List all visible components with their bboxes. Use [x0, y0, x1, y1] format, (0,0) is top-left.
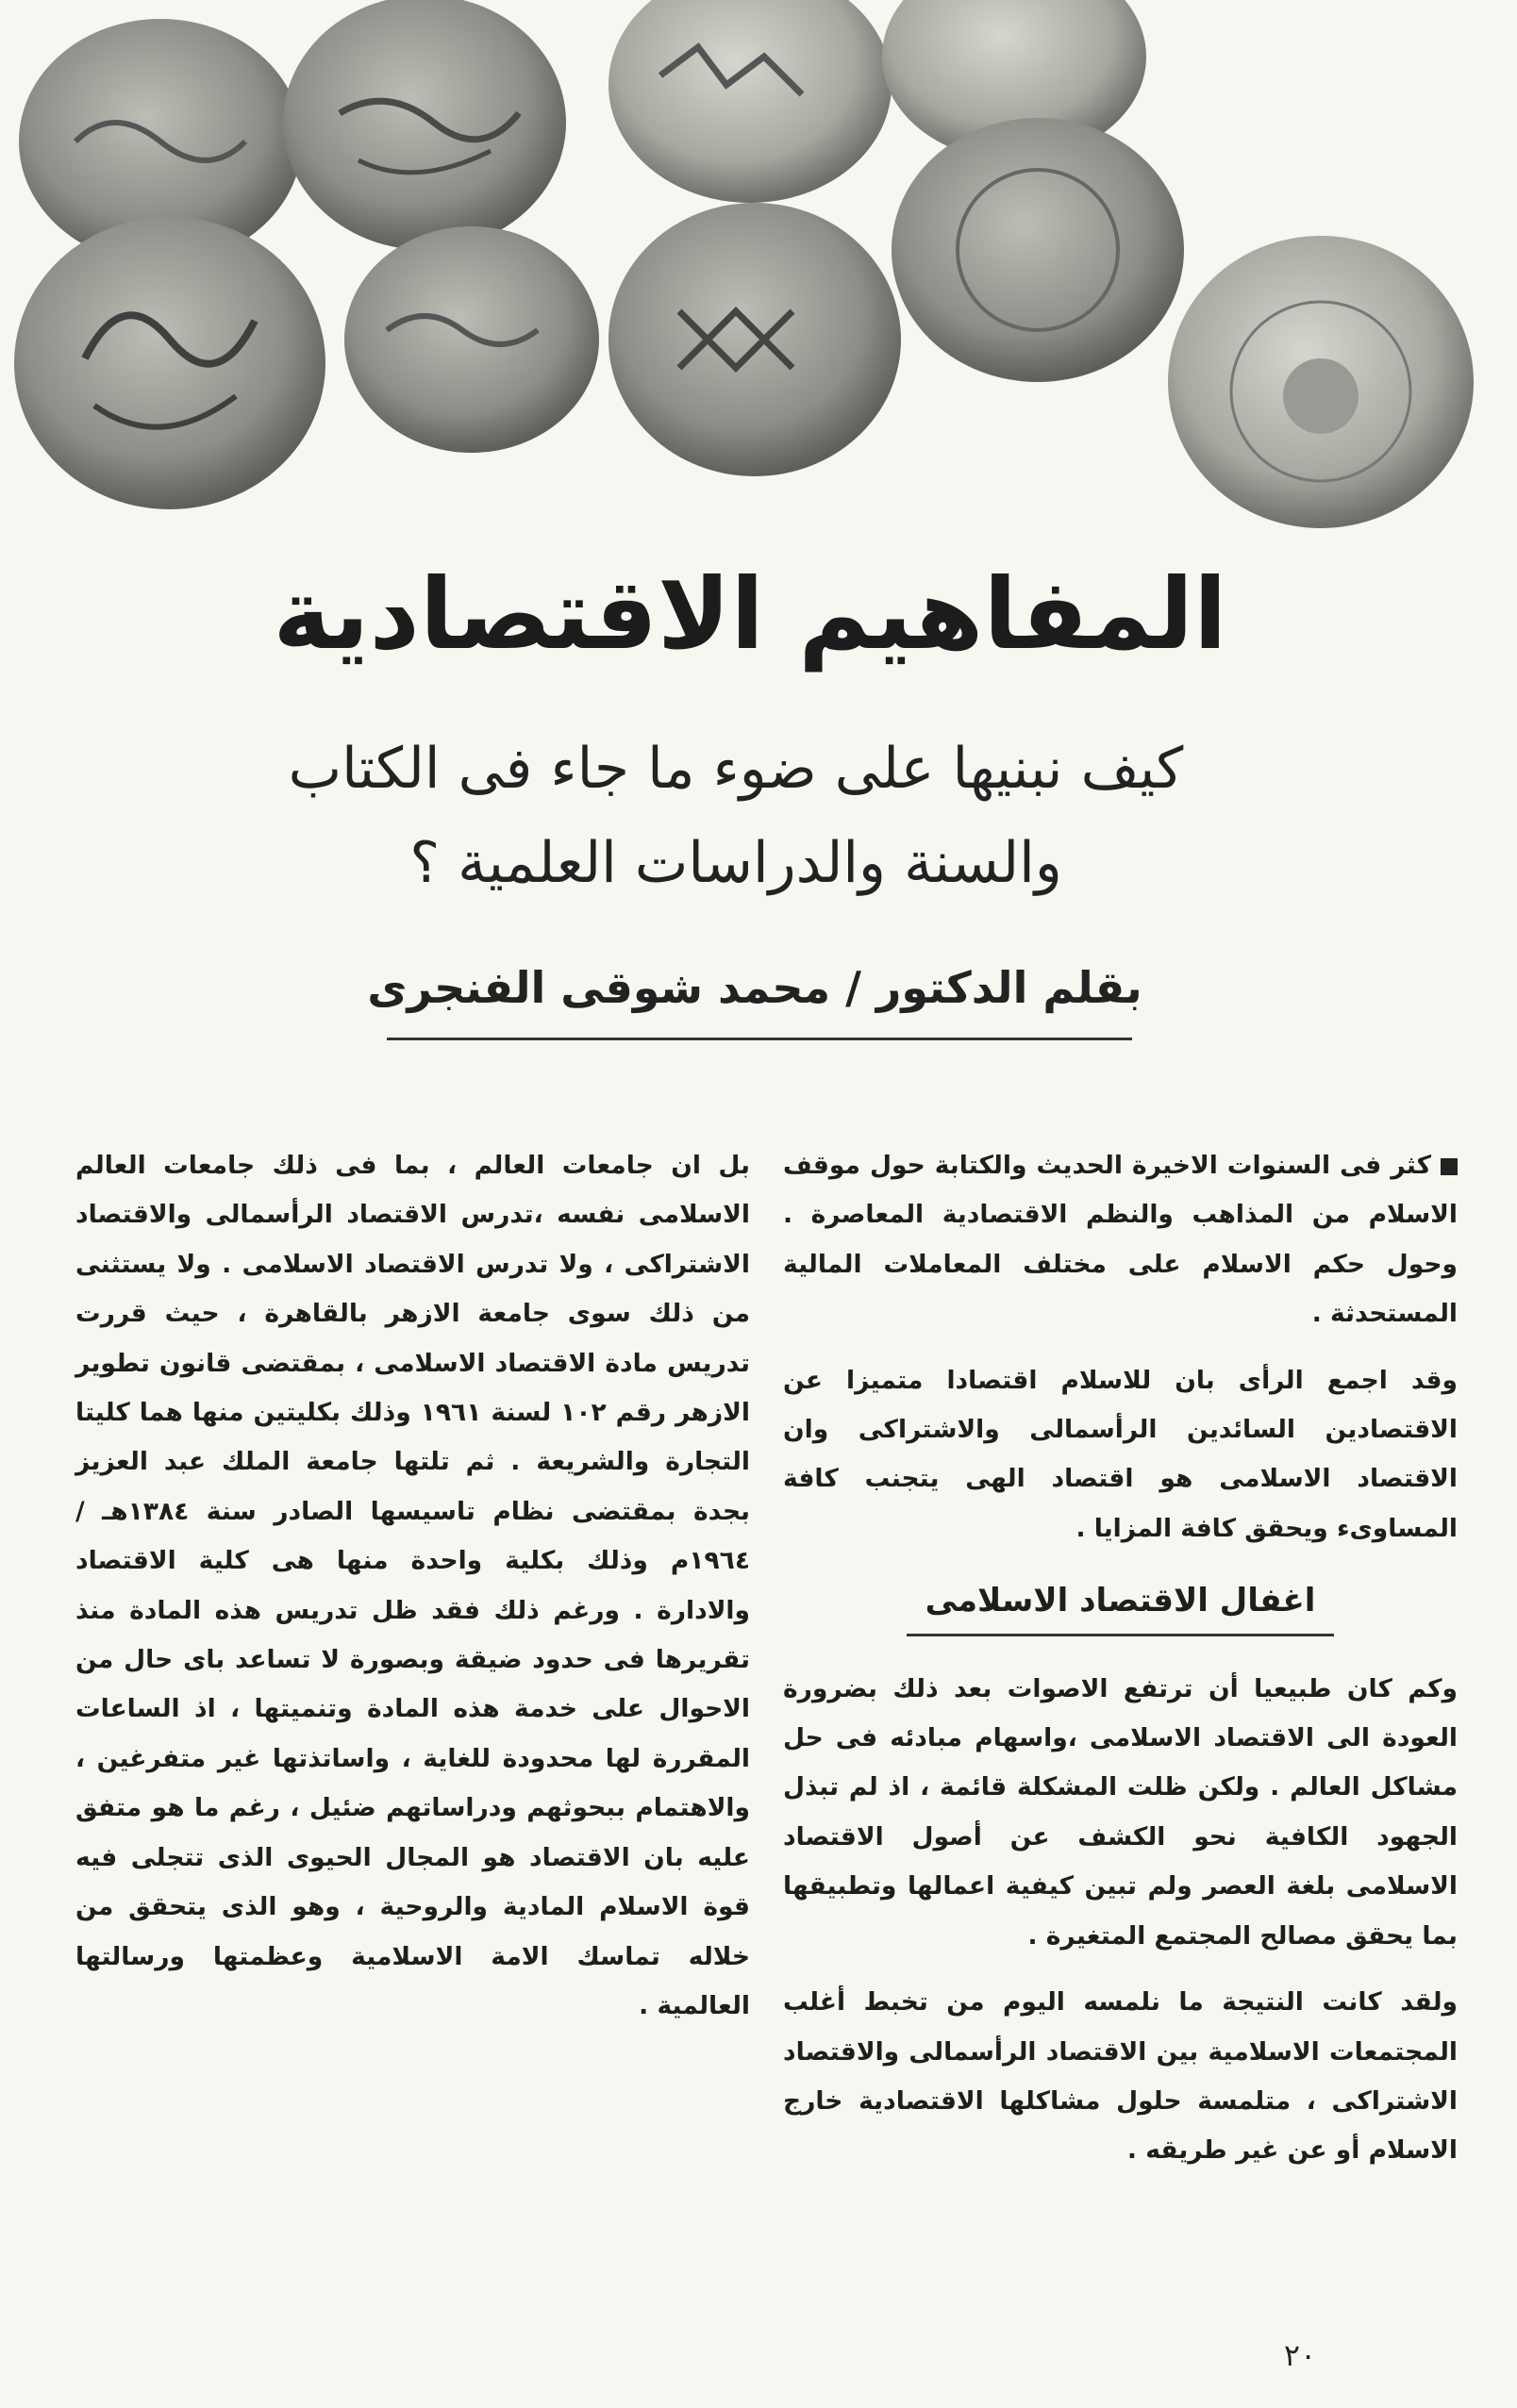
paragraph: [783, 1141, 1458, 1339]
paragraph: بل ان جامعات العالم ، بما فى ذلك جامعات العالم الاسلامى نفسه ،تدرس الاقتصاد الرأسمالى والاقتصاد الاشتراكى ، ولا تدرس الاقتصاد الاسلامى . ولا يستثنى من ذلك سوى جامعة الازهر بالقاهرة ، حيث قررت تدريس مادة الاقتصاد الاسلامى ، بمقتضى قانون تطوير الازهر رقم ١٠٢ لسنة ١٩٦١ وذلك بكليتين منها هما كليتا التجارة والشريعة . ثم تلتها جامعة الملك عبد العزيز بجدة بمقتضى نظام تاسيسها الصادر سنة ١٣٨٤هـ / ١٩٦٤م وذلك بكلية واحدة منها هى كلية الاقتصاد والادارة . ورغم ذلك فقد ظل تدريس هذه المادة منذ تقريرها فى حدود ضيقة وبصورة لا تساعد باى حال من الاحوال على خدمة هذه المادة وتنميتها ، اذ الساعات المقررة لها محدودة للغاية ، واساتذتها غير متفرغين ، والاهتمام ببحوثهم ودراساتهم ضئيل ، رغم ما هو متفق عليه بان الاقتصاد هو المجال الحيوى الذى تتجلى فيه قوة الاسلام المادية والروحية ، وهو الذى يتحقق من خلاله تماسك الامة الاسلامية وعظمتها ورسالتها العالمية .: [75, 1151, 751, 2020]
paragraph-text: كثر فى السنوات الاخيرة الحديث والكتابة حول موقف الاسلام من المذاهب والنظم الاقتصادية المعاصرة . وحول حكم الاسلام على مختلف المعاملات المالية المستحدثة .: [783, 1151, 1458, 1329]
coin: [1168, 236, 1474, 528]
byline-underline: [387, 1038, 1132, 1040]
section-heading-text: اغفال الاقتصاد الاسلامى: [907, 1576, 1335, 1636]
coin: [344, 226, 599, 453]
coin: [283, 0, 566, 250]
coin: [892, 118, 1184, 382]
coin: [14, 217, 325, 509]
coin: [608, 0, 892, 203]
page-number: ٢٠: [1283, 2337, 1317, 2373]
paragraph: وكم كان طبيعيا أن ترتفع الاصوات بعد ذلك بضرورة العودة الى الاقتصاد الاسلامى ،واسهام مبادئه فى حل مشاكل العالم . ولكن ظلت المشكلة قائمة ، اذ لم تبذل الجهود الكافية نحو الكشف عن أصول الاقتصاد الاسلامى بلغة العصر ولم تبين كيفية اعمالها وتطبيقها بما يحقق مصالح المجتمع المتغيرة .: [783, 1673, 1458, 1951]
article-subtitle-line-2: والسنة والدراسات العلمية ؟: [409, 830, 1062, 896]
article-subtitle-line-1: كيف نبنيها على ضوء ما جاء فى الكتاب: [288, 736, 1184, 802]
coins-photo: [0, 0, 1517, 528]
right-column: [783, 1141, 1458, 2193]
article-title: المفاهيم الاقتصادية: [273, 556, 1227, 672]
paragraph: ولقد كانت النتيجة ما نلمسه اليوم من تخبط أغلب المجتمعات الاسلامية بين الاقتصاد الرأسمالى والاقتصاد الاشتراكى ، متلمسة حلول مشاكلها الاقتصادية خارج الاسلام أو عن غير طريقه .: [783, 1987, 1458, 2166]
left-column: [75, 1141, 750, 2048]
section-heading: [783, 1576, 1458, 1636]
bullet-square-icon: [1441, 1158, 1458, 1175]
author-byline: بقلم الدكتور / محمد شوقى الفنجرى: [367, 962, 1142, 1013]
coin: [608, 203, 901, 476]
paragraph: وقد اجمع الرأى بان للاسلام اقتصادا متميزا عن الاقتصادين السائدين الرأسمالى والاشتراكى وان الاقتصاد الاسلامى هو اقتصاد الهى يتجنب كافة المساوىء ويحقق كافة المزايا .: [783, 1365, 1458, 1543]
